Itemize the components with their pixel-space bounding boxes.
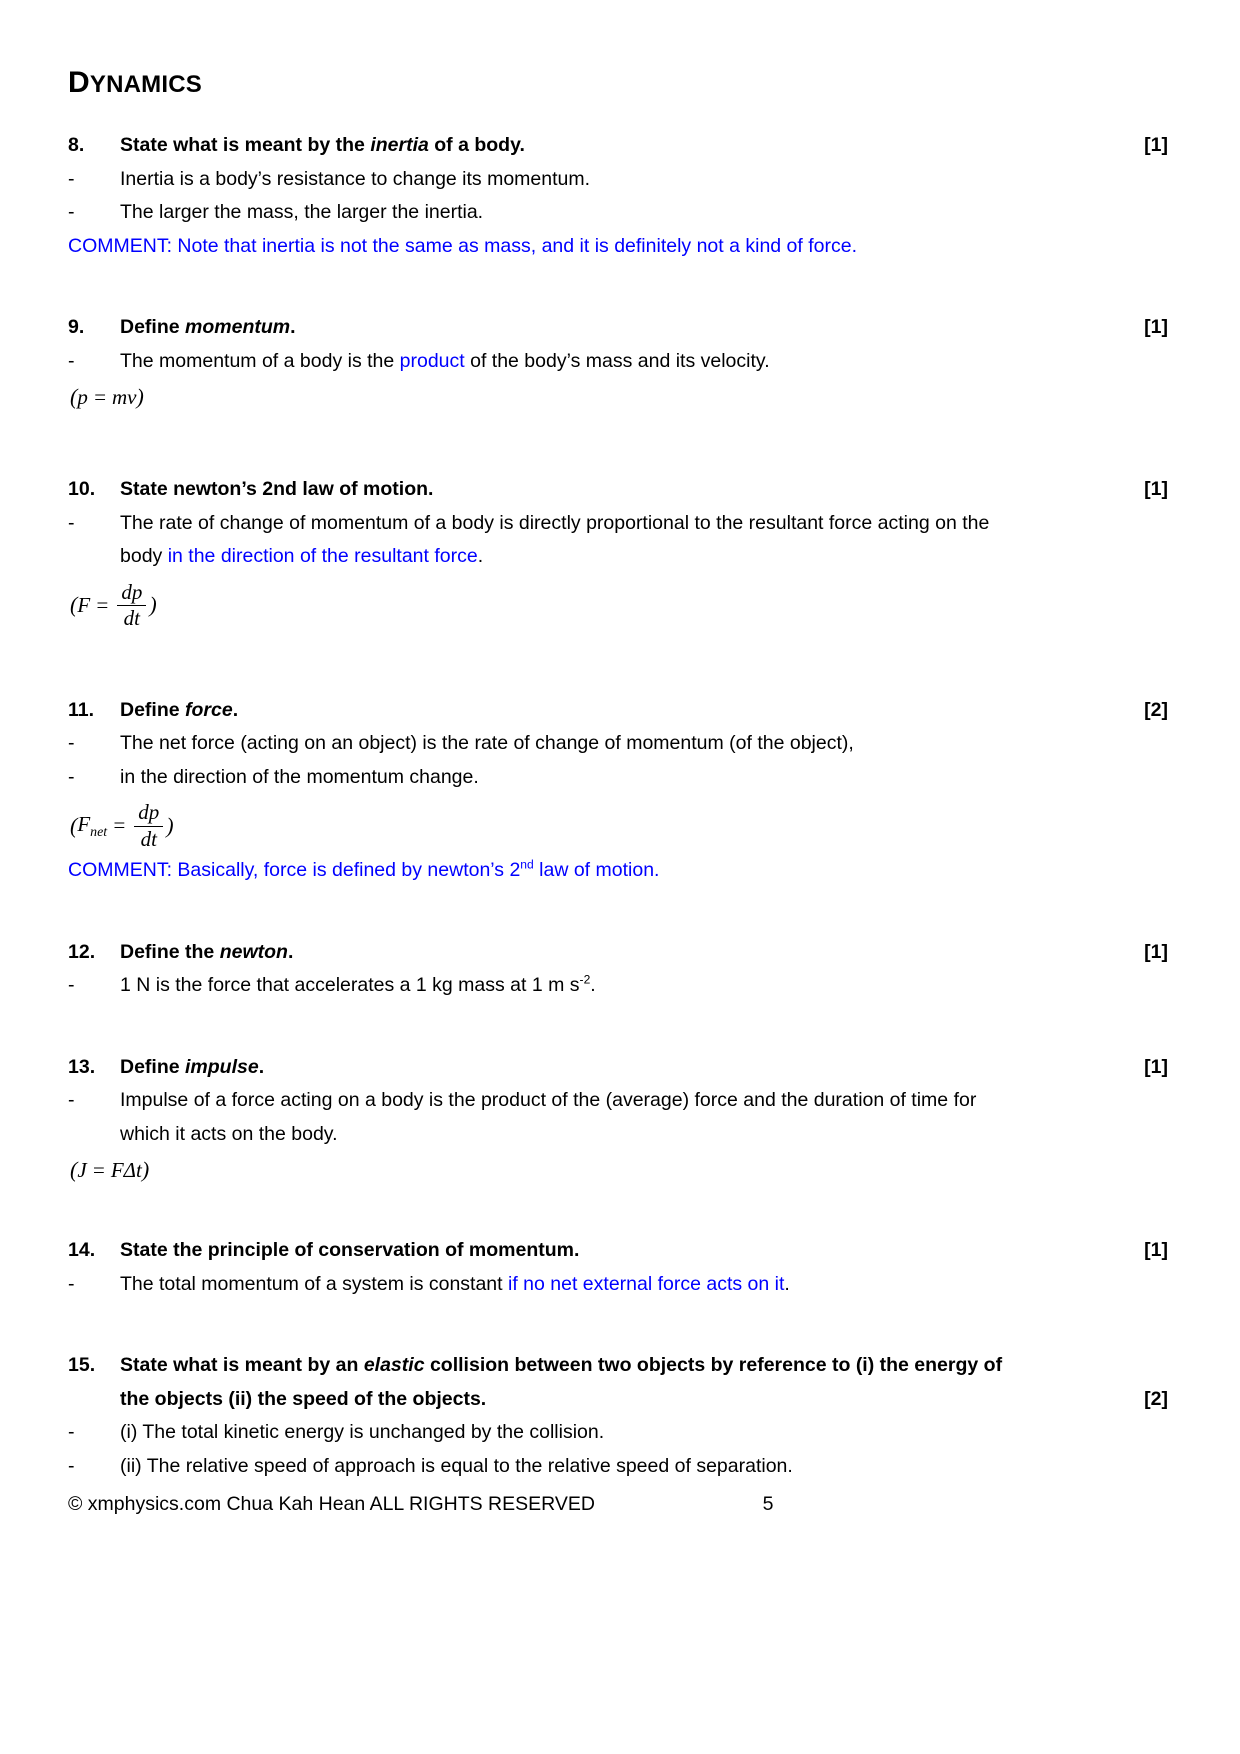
page-title-rest: YNAMICS	[89, 71, 202, 98]
question-heading-12	[68, 936, 1168, 970]
answer-row	[68, 1416, 1168, 1450]
question-text-8	[120, 129, 1168, 163]
q15-text-line2: the objects (ii) the speed of the objects.	[120, 1387, 487, 1410]
comment-note-11	[68, 854, 1168, 888]
answer-text: in the direction of the momentum change.	[120, 765, 479, 788]
formula-lhs	[77, 810, 107, 842]
formula-force-net	[70, 798, 1168, 854]
q15-text-line1-post: collision between two objects by reference to (i) the energy of	[424, 1354, 1003, 1377]
question-block-9	[68, 311, 1168, 413]
answer-row	[68, 761, 1168, 795]
formula-lhs: p	[77, 384, 88, 409]
footer-page-number: 5	[762, 1493, 774, 1515]
answer-row	[68, 1450, 1168, 1484]
question-heading-8	[68, 129, 1168, 163]
answer-text	[120, 1268, 1168, 1302]
q12-answer-pre: 1 N is the force that accelerates a 1 kg mass at 1 m s	[120, 974, 580, 997]
answer-dash: -	[68, 1454, 75, 1477]
question-block-11	[68, 694, 1168, 888]
question-text-13	[120, 1051, 1168, 1085]
answer-dash: -	[68, 1089, 75, 1112]
answer-row	[68, 507, 1168, 574]
question-number-13: 13.	[68, 1055, 96, 1078]
q9-answer-pre: The momentum of a body is the	[120, 349, 400, 372]
formula-impulse	[70, 1155, 1168, 1186]
formula-denominator: dt	[117, 605, 146, 631]
q9-text-pre: Define	[120, 316, 186, 339]
q9-text-post: .	[290, 316, 296, 339]
question-marks-9: [1]	[1144, 316, 1168, 339]
q14-answer-highlight: if no net external force acts on it	[508, 1272, 785, 1295]
q9-answer-highlight: product	[399, 349, 465, 372]
formula-denominator: dt	[134, 826, 163, 852]
formula-rhs: mv	[112, 384, 137, 409]
answer-dash: -	[68, 349, 75, 372]
question-heading-15	[68, 1349, 1168, 1416]
answer-dash: -	[68, 167, 75, 190]
q12-text-post: .	[287, 940, 294, 963]
answer-row	[68, 196, 1168, 230]
question-marks-8: [1]	[1144, 134, 1168, 156]
answer-row	[68, 727, 1168, 761]
q15-text-line1-pre: State what is meant by an	[120, 1354, 364, 1377]
question-marks-10: [1]	[1144, 477, 1168, 500]
question-marks-13: [1]	[1144, 1055, 1168, 1078]
q10-answer-line2-pre: body	[120, 545, 168, 568]
q11-comment-pre: COMMENT: Basically, force is defined by newton’s 2	[68, 859, 521, 882]
q14-answer-post: .	[784, 1272, 790, 1295]
q12-answer-superscript: -2	[579, 972, 591, 987]
page-footer	[68, 1493, 1168, 1516]
question-number-15: 15.	[68, 1354, 96, 1377]
formula-lhs: J	[77, 1158, 87, 1183]
q8-text-post: of a body.	[428, 134, 525, 156]
formula-open-paren: (	[70, 592, 78, 618]
q11-comment-superscript: nd	[520, 857, 534, 872]
question-marks-11: [2]	[1144, 698, 1168, 721]
formula-momentum	[70, 382, 1168, 413]
q13-answer-line2: which it acts on the body.	[120, 1122, 338, 1145]
q9-text-emphasis: momentum	[185, 316, 291, 339]
q11-text-pre: Define	[120, 698, 186, 721]
question-block-14	[68, 1234, 1168, 1301]
answer-text	[120, 345, 1168, 379]
q12-text-emphasis: newton	[219, 940, 288, 963]
q11-text-emphasis: force	[185, 698, 233, 721]
question-number-12: 12.	[68, 940, 96, 963]
formula-numerator: dp	[121, 579, 143, 604]
formula-newton-second-law	[70, 578, 1168, 634]
formula-fraction	[134, 801, 163, 851]
q10-answer-highlight: in the direction of the resultant force	[167, 545, 478, 568]
question-number-10: 10.	[68, 477, 96, 500]
formula-close-paren: )	[141, 1157, 150, 1183]
answer-dash: -	[68, 732, 75, 755]
answer-dash: -	[68, 765, 75, 788]
q14-answer-pre: The total momentum of a system is constant	[120, 1272, 508, 1295]
q10-answer-line2-post: .	[477, 545, 484, 568]
question-marks-14: [1]	[1144, 1239, 1168, 1262]
q12-answer-post: .	[590, 974, 596, 997]
question-number-11: 11.	[68, 698, 95, 721]
q13-text-pre: Define	[120, 1055, 186, 1078]
answer-text: (i) The total kinetic energy is unchanged by the collision.	[120, 1421, 605, 1444]
question-text-10: State newton’s 2nd law of motion.	[120, 477, 434, 500]
answer-dash: -	[68, 1272, 75, 1295]
question-block-15	[68, 1349, 1168, 1483]
question-marks-15: [2]	[1144, 1387, 1168, 1410]
answer-row	[68, 1268, 1168, 1302]
formula-numerator: dp	[138, 800, 160, 825]
answer-text: (ii) The relative speed of approach is equal to the relative speed of separation.	[120, 1454, 793, 1477]
question-number-9: 9.	[68, 316, 85, 339]
question-text-15	[120, 1349, 1168, 1416]
q8-text-pre: State what is meant by the	[120, 134, 371, 156]
q13-text-post: .	[258, 1055, 265, 1078]
answer-text	[120, 969, 1168, 1003]
question-heading-9	[68, 311, 1168, 345]
formula-open-paren: (	[70, 384, 78, 410]
question-number-14: 14.	[68, 1239, 96, 1262]
answer-text: The larger the mass, the larger the inertia.	[120, 201, 484, 224]
page-title-initial: D	[68, 66, 90, 99]
formula-rhs: FΔt	[110, 1158, 142, 1183]
formula-operator: =	[95, 592, 110, 617]
answer-text	[120, 507, 1168, 574]
formula-operator: =	[112, 813, 127, 838]
answer-text	[120, 1084, 1168, 1151]
question-text-9	[120, 311, 1168, 345]
formula-open-paren: (	[70, 1157, 78, 1183]
answer-dash: -	[68, 511, 75, 534]
question-block-8	[68, 129, 1168, 263]
question-heading-11	[68, 694, 1168, 728]
comment-note-8: COMMENT: Note that inertia is not the same as mass, and it is definitely not a kind of force.	[68, 234, 858, 257]
answer-dash: -	[68, 201, 75, 224]
formula-operator: =	[91, 1158, 106, 1183]
formula-lhs: F	[77, 592, 91, 617]
question-number-8: 8.	[68, 134, 85, 156]
q13-answer-line1: Impulse of a force acting on a body is the product of the (average) force and the duration of time for	[120, 1089, 977, 1112]
q8-text-emphasis: inertia	[370, 134, 429, 156]
formula-lhs-subscript: net	[90, 824, 108, 840]
answer-dash: -	[68, 1421, 75, 1444]
question-block-13	[68, 1051, 1168, 1186]
formula-lhs-symbol: F	[77, 812, 91, 837]
answer-text: Inertia is a body’s resistance to change its momentum.	[120, 167, 591, 190]
formula-fraction	[117, 581, 146, 631]
question-heading-14	[68, 1234, 1168, 1268]
formula-close-paren: )	[149, 592, 157, 618]
formula-open-paren: (	[70, 812, 78, 838]
question-heading-10	[68, 473, 1168, 507]
question-block-10	[68, 473, 1168, 634]
answer-dash: -	[68, 974, 75, 997]
q12-text-pre: Define the	[120, 940, 220, 963]
q11-text-post: .	[232, 698, 239, 721]
question-marks-12: [1]	[1144, 940, 1168, 963]
answer-row	[68, 969, 1168, 1003]
formula-close-paren: )	[136, 384, 144, 410]
q11-comment-post: law of motion.	[533, 859, 660, 882]
formula-operator: =	[92, 384, 107, 409]
footer-copyright: © xmphysics.com Chua Kah Hean ALL RIGHTS RESERVED	[68, 1493, 595, 1515]
answer-text: The net force (acting on an object) is the rate of change of momentum (of the object),	[120, 732, 854, 755]
page-title	[68, 66, 1168, 99]
question-heading-13	[68, 1051, 1168, 1085]
answer-row	[68, 1084, 1168, 1151]
formula-close-paren: )	[166, 812, 174, 838]
question-text-11	[120, 694, 1168, 728]
q10-answer-line1: The rate of change of momentum of a body is directly proportional to the resultant force acting on the	[120, 511, 990, 534]
q13-text-emphasis: impulse	[185, 1055, 259, 1078]
question-block-12	[68, 936, 1168, 1003]
question-text-14: State the principle of conservation of momentum.	[120, 1239, 580, 1262]
answer-row	[68, 345, 1168, 379]
question-text-12	[120, 936, 1168, 970]
q15-text-emphasis: elastic	[363, 1354, 425, 1377]
q9-answer-post: of the body’s mass and its velocity.	[464, 349, 770, 372]
answer-row	[68, 163, 1168, 197]
